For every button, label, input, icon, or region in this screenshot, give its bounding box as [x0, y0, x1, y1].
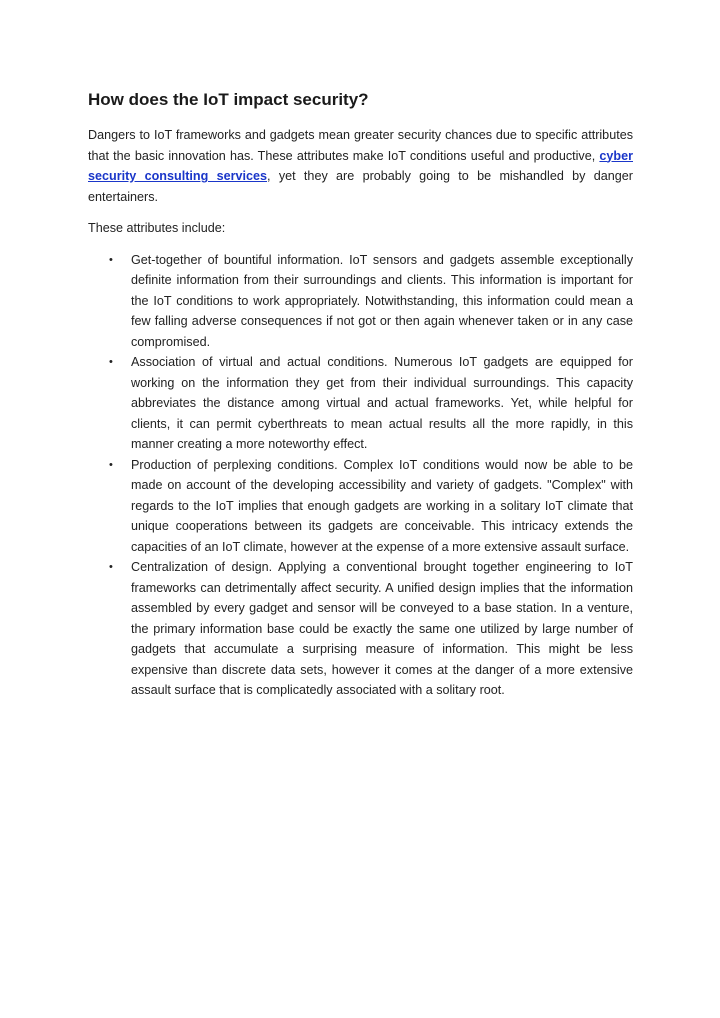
- bullet-icon: •: [109, 253, 113, 266]
- intro-paragraph: [88, 125, 633, 207]
- bullet-icon: •: [109, 561, 113, 573]
- page-title: How does the IoT impact security?: [88, 90, 369, 109]
- bullet-icon: •: [109, 356, 113, 368]
- list-intro: These attributes include:: [88, 221, 226, 235]
- list-item-text: Association of virtual and actual conditions. Numerous IoT gadgets are equipped for working on the information they get from their individual surroundings. This capacity abbreviates the distance among virtual and actual frameworks. Yet, while helpful for clients, it can permit cyberthreats to mean actual results all the more rapidly, in this manner creating a more noteworthy effect.: [131, 355, 633, 451]
- document-body: [88, 89, 633, 701]
- attributes-list: [88, 250, 633, 701]
- list-item: [88, 557, 633, 701]
- bullet-icon: •: [109, 458, 113, 471]
- list-item: [88, 455, 633, 558]
- list-item: [88, 250, 633, 353]
- list-item-text: Production of perplexing conditions. Complex IoT conditions would now be able to be made on account of the developing accessibility and variety of gadgets. "Complex" with regards to the IoT implies that enough gadgets are working in a solitary IoT climate that unique cooperations between its gadgets are conceivable. This intricacy extends the capacities of an IoT climate, however at the expense of a more extensive assault surface.: [131, 457, 633, 554]
- list-item-text: Centralization of design. Applying a conventional brought together engineering to IoT frameworks can detrimentally affect security. A unified design implies that the information assembled by every gadget and sensor will be conveyed to a base station. In a venture, the primary information base could be exactly the same one utilized by large number of gadgets that accumulate a surprising measure of information. This might be less expensive than discrete data sets, however it comes at the danger of a more extensive assault surface that is complicatedly associated with a solitary root.: [131, 560, 633, 697]
- list-item: [88, 352, 633, 455]
- cyber-security-consulting-link[interactable]: cyber security consulting services: [88, 148, 633, 183]
- intro-text-before-link: Dangers to IoT frameworks and gadgets mean greater security chances due to specific attributes that the basic innovation has. These attributes make IoT conditions useful and productive,: [88, 128, 633, 163]
- intro-text-after-link: , yet they are probably going to be mishandled by danger entertainers.: [88, 169, 633, 204]
- list-item-text: Get-together of bountiful information. IoT sensors and gadgets assemble exceptionally definite information from their surroundings and clients. This information is important for the IoT conditions to work appropriately. Notwithstanding, this information could mean a few falling adverse consequences if not got or then again whenever taken or in any case compromised.: [131, 252, 633, 349]
